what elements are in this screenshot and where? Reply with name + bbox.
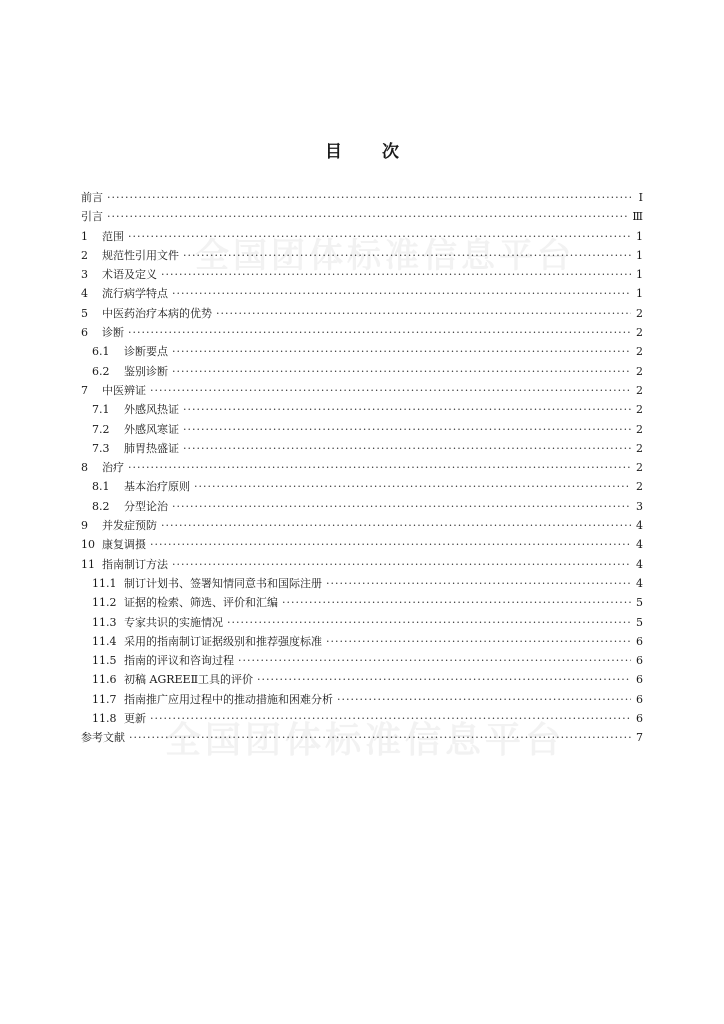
toc-entry-page-number: Ⅰ [638,191,643,204]
toc-leader-dots [216,304,631,323]
toc-leader-dots [194,477,631,496]
toc-entry-label: 流行病学特点 [102,287,168,301]
toc-entry-number: 8 [81,461,88,475]
toc-entry-label: 指南的评议和咨询过程 [124,654,234,668]
toc-entry-number: 1 [81,229,88,243]
toc-entry[interactable] [81,342,643,361]
toc-entry-page-number: 4 [636,557,643,571]
toc-entry-number: 11.8 [92,712,117,726]
toc-entry-number: 4 [81,287,88,301]
toc-entry-number: 11.4 [92,634,117,648]
toc-entry-label: 外感风寒证 [124,422,179,436]
toc-entry-page-number: 1 [636,229,643,243]
toc-entry-number: 6.1 [92,345,110,359]
toc-entry-page-number: 2 [636,441,643,455]
page-title [0,137,724,162]
toc-leader-dots [150,381,631,400]
toc-entry-label: 肺胃热盛证 [124,441,179,455]
toc-entry-label: 证据的检索、筛选、评价和汇编 [124,596,278,610]
toc-entry-number: 2 [81,248,88,262]
toc-entry-label: 诊断 [102,326,124,340]
toc-entry-number: 11.1 [92,576,117,590]
toc-entry-label: 中医辨证 [102,383,146,397]
toc-entry[interactable] [81,400,643,419]
table-of-contents [81,188,643,748]
toc-entry-page-number: 6 [636,634,643,648]
toc-entry-number: 11.7 [92,692,117,706]
toc-entry-label: 分型论治 [124,499,168,513]
toc-entry[interactable] [81,555,643,574]
toc-entry[interactable] [81,207,643,226]
toc-entry[interactable] [81,362,643,381]
toc-entry[interactable] [81,690,643,709]
toc-entry[interactable] [81,670,643,689]
watermark-top: 全国团体标准信息平台 [195,236,575,276]
toc-leader-dots [282,593,631,612]
toc-leader-dots [257,670,631,689]
toc-entry-label: 更新 [124,712,146,726]
toc-leader-dots [238,651,631,670]
toc-entry-page-number: 2 [636,383,643,397]
toc-leader-dots [128,323,631,342]
toc-entry[interactable] [81,458,643,477]
toc-leader-dots [129,728,631,747]
toc-entry-page-number: 2 [636,461,643,475]
toc-leader-dots [107,188,631,207]
toc-entry[interactable] [81,632,643,651]
toc-entry-label: 参考文献 [81,731,125,745]
toc-entry[interactable] [81,323,643,342]
toc-entry[interactable] [81,516,643,535]
toc-entry-label: 制订计划书、签署知情同意书和国际注册 [124,576,322,590]
toc-entry-label: 引言 [81,210,103,224]
toc-entry-number: 5 [81,306,88,320]
toc-entry[interactable] [81,246,643,265]
toc-entry-label: 外感风热证 [124,403,179,417]
toc-entry-number: 11.6 [92,673,117,687]
toc-entry-number: 7.2 [92,422,110,436]
toc-entry-number: 7 [81,383,88,397]
toc-entry-label: 采用的指南制订证据级别和推荐强度标准 [124,634,322,648]
toc-entry-page-number: 1 [636,248,643,262]
watermark-bottom: 全国团体标准信息平台 [165,720,566,761]
toc-entry-page-number: 6 [636,692,643,706]
toc-entry-label: 中医药治疗本病的优势 [102,306,212,320]
toc-entry[interactable] [81,439,643,458]
toc-entry[interactable] [81,574,643,593]
toc-entry-page-number: 4 [636,576,643,590]
toc-leader-dots [227,613,631,632]
toc-leader-dots [337,690,631,709]
toc-entry-page-number: 2 [636,306,643,320]
toc-entry-page-number: 6 [636,654,643,668]
toc-entry-number: 8.1 [92,480,110,494]
toc-entry-page-number: 5 [636,596,643,610]
toc-leader-dots [161,265,631,284]
toc-entry-page-number: 2 [636,364,643,378]
toc-entry-label: 治疗 [102,461,124,475]
toc-entry-page-number: 4 [636,538,643,552]
toc-entry-number: 10 [81,538,95,552]
toc-leader-dots [107,207,628,226]
toc-entry-page-number: 7 [636,731,643,745]
toc-entry-number: 6 [81,326,88,340]
toc-entry-number: 9 [81,519,88,533]
toc-entry-number: 7.3 [92,441,110,455]
toc-entry[interactable] [81,728,643,747]
toc-entry-label: 指南推广应用过程中的推动措施和困难分析 [124,692,333,706]
toc-leader-dots [326,632,631,651]
toc-entry-number: 11 [81,557,95,571]
toc-entry[interactable] [81,535,643,554]
title-char-2: 次 [382,142,399,162]
toc-leader-dots [172,284,631,303]
toc-entry[interactable] [81,284,643,303]
toc-leader-dots [326,574,631,593]
toc-entry-number: 7.1 [92,403,110,417]
toc-entry[interactable] [81,420,643,439]
toc-entry-page-number: 2 [636,345,643,359]
toc-entry-page-number: 1 [636,287,643,301]
toc-entry[interactable] [81,497,643,516]
toc-entry[interactable] [81,265,643,284]
toc-entry[interactable] [81,477,643,496]
toc-entry-page-number: 2 [636,480,643,494]
toc-entry-page-number: 6 [636,712,643,726]
toc-leader-dots [128,227,631,246]
toc-leader-dots [183,246,631,265]
toc-entry-number: 11.2 [92,596,117,610]
toc-entry-page-number: 1 [636,268,643,282]
toc-entry[interactable] [81,304,643,323]
toc-leader-dots [183,439,631,458]
toc-entry-page-number: 5 [636,615,643,629]
toc-entry[interactable] [81,227,643,246]
toc-entry-label: 规范性引用文件 [102,248,179,262]
toc-entry-number: 8.2 [92,499,110,513]
toc-entry-page-number: 6 [636,673,643,687]
toc-entry-page-number: Ⅲ [632,210,643,224]
toc-leader-dots [128,458,631,477]
toc-entry[interactable] [81,593,643,612]
toc-leader-dots [172,362,631,381]
toc-entry-number: 11.5 [92,654,117,668]
toc-entry[interactable] [81,613,643,632]
toc-entry-number: 6.2 [92,364,110,378]
toc-entry-page-number: 2 [636,326,643,340]
toc-entry-page-number: 3 [636,499,643,513]
toc-leader-dots [183,400,631,419]
toc-entry-label: 初稿 AGREEⅡ工具的评价 [124,673,254,687]
toc-entry-label: 诊断要点 [124,345,168,359]
toc-entry-label: 术语及定义 [102,268,157,282]
toc-entry-label: 并发症预防 [102,519,157,533]
toc-entry-label: 专家共识的实施情况 [124,615,223,629]
toc-entry-label: 鉴别诊断 [124,364,168,378]
toc-leader-dots [161,516,631,535]
toc-leader-dots [150,709,631,728]
toc-entry[interactable] [81,651,643,670]
toc-entry[interactable] [81,188,643,207]
toc-entry-label: 前言 [81,191,103,204]
toc-entry-label: 基本治疗原则 [124,480,190,494]
toc-entry-page-number: 4 [636,519,643,533]
toc-leader-dots [172,342,631,361]
toc-leader-dots [172,497,631,516]
toc-entry[interactable] [81,709,643,728]
toc-entry-number: 11.3 [92,615,117,629]
toc-entry-label: 指南制订方法 [102,557,168,571]
toc-leader-dots [183,420,631,439]
toc-entry-page-number: 2 [636,422,643,436]
toc-entry-label: 范围 [102,229,124,243]
toc-entry[interactable] [81,381,643,400]
toc-leader-dots [150,535,631,554]
toc-leader-dots [172,555,631,574]
toc-entry-number: 3 [81,268,88,282]
toc-entry-label: 康复调摄 [102,538,146,552]
toc-entry-page-number: 2 [636,403,643,417]
title-char-1: 目 [325,142,342,162]
